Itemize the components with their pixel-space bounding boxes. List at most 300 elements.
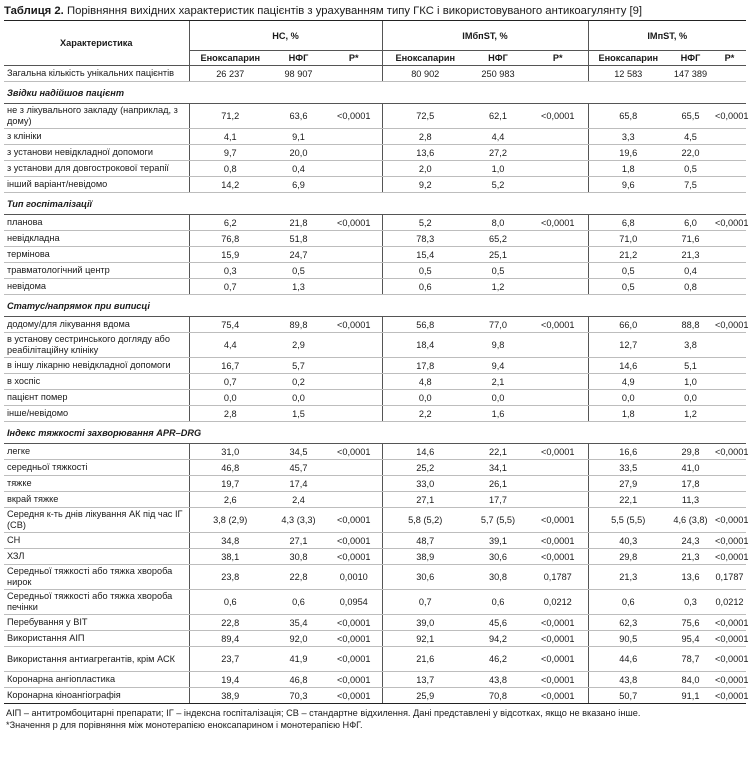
value-cell: 88,8 xyxy=(668,317,713,333)
row-label: Перебування у ВІТ xyxy=(4,615,189,631)
value-cell: 1,5 xyxy=(271,406,326,422)
value-cell: 5,1 xyxy=(668,358,713,374)
value-cell: 75,6 xyxy=(668,615,713,631)
value-cell: 30,8 xyxy=(468,565,528,590)
value-cell: 25,2 xyxy=(382,460,468,476)
p-value-cell xyxy=(528,492,588,508)
row-label: невідома xyxy=(4,279,189,295)
value-cell: 95,4 xyxy=(668,631,713,647)
p-value-cell: <0,0001 xyxy=(326,631,382,647)
value-cell: 39,0 xyxy=(382,615,468,631)
row-label: Коронарна кіноангіографія xyxy=(4,688,189,704)
p-value-cell xyxy=(713,476,746,492)
value-cell: 22,0 xyxy=(668,145,713,161)
value-cell: 72,5 xyxy=(382,104,468,129)
value-cell: 0,5 xyxy=(588,263,668,279)
value-cell: 0,0 xyxy=(189,390,271,406)
value-cell: 45,7 xyxy=(271,460,326,476)
p-value-cell xyxy=(713,231,746,247)
p-value-cell xyxy=(326,460,382,476)
value-cell: 40,3 xyxy=(588,533,668,549)
value-cell: 46,8 xyxy=(271,672,326,688)
table-row xyxy=(4,215,746,231)
p-value-cell: <0,0001 xyxy=(713,615,746,631)
value-cell: 27,2 xyxy=(468,145,528,161)
p-value-cell: <0,0001 xyxy=(713,647,746,672)
value-cell: 1,2 xyxy=(468,279,528,295)
table-row xyxy=(4,358,746,374)
value-cell: 21,2 xyxy=(588,247,668,263)
p-value-cell xyxy=(528,390,588,406)
value-cell: 9,2 xyxy=(382,177,468,193)
value-cell: 17,4 xyxy=(271,476,326,492)
p-value-cell: <0,0001 xyxy=(528,508,588,533)
p-value-cell xyxy=(713,145,746,161)
row-label: ХЗЛ xyxy=(4,549,189,565)
section-title: Статус/напрямок при виписці xyxy=(4,295,746,317)
value-cell: 2,9 xyxy=(271,333,326,358)
value-cell: 2,8 xyxy=(382,129,468,145)
header-sub-ufh: НФГ xyxy=(271,51,326,66)
row-label: в іншу лікарню невідкладної допомоги xyxy=(4,358,189,374)
p-value-cell xyxy=(326,279,382,295)
p-value-cell xyxy=(326,358,382,374)
table-footnotes xyxy=(4,707,746,731)
row-label: інший варіант/невідомо xyxy=(4,177,189,193)
p-value-cell: <0,0001 xyxy=(528,647,588,672)
value-cell: 70,8 xyxy=(468,688,528,704)
p-value-cell xyxy=(713,177,746,193)
table-row xyxy=(4,231,746,247)
value-cell: 0,8 xyxy=(668,279,713,295)
table-row xyxy=(4,145,746,161)
value-cell: 12 583 xyxy=(588,66,668,82)
p-value-cell: <0,0001 xyxy=(528,215,588,231)
p-value-cell: <0,0001 xyxy=(528,615,588,631)
table-row xyxy=(4,374,746,390)
value-cell: 22,8 xyxy=(271,565,326,590)
p-value-cell: 0,0010 xyxy=(326,565,382,590)
value-cell: 2,8 xyxy=(189,406,271,422)
table-row xyxy=(4,444,746,460)
table-row xyxy=(4,631,746,647)
value-cell: 1,3 xyxy=(271,279,326,295)
header-sub-enoxaparin: Еноксапарин xyxy=(588,51,668,66)
p-value-cell: 0,0954 xyxy=(326,590,382,615)
value-cell: 89,8 xyxy=(271,317,326,333)
value-cell: 26,1 xyxy=(468,476,528,492)
row-label: з установи для довгострокової терапії xyxy=(4,161,189,177)
value-cell: 26 237 xyxy=(189,66,271,82)
value-cell: 9,7 xyxy=(189,145,271,161)
value-cell: 1,2 xyxy=(668,406,713,422)
p-value-cell: <0,0001 xyxy=(713,672,746,688)
p-value-cell xyxy=(326,476,382,492)
table-row xyxy=(4,460,746,476)
p-value-cell: <0,0001 xyxy=(326,688,382,704)
p-value-cell: <0,0001 xyxy=(713,215,746,231)
p-value-cell: <0,0001 xyxy=(326,615,382,631)
value-cell: 7,5 xyxy=(668,177,713,193)
value-cell: 6,8 xyxy=(588,215,668,231)
value-cell: 19,7 xyxy=(189,476,271,492)
value-cell: 43,8 xyxy=(468,672,528,688)
table-row xyxy=(4,688,746,704)
row-label: середньої тяжкості xyxy=(4,460,189,476)
p-value-cell xyxy=(326,333,382,358)
value-cell: 31,0 xyxy=(189,444,271,460)
value-cell: 25,9 xyxy=(382,688,468,704)
value-cell: 6,0 xyxy=(668,215,713,231)
table-row xyxy=(4,549,746,565)
p-value-cell xyxy=(326,406,382,422)
p-value-cell xyxy=(326,247,382,263)
value-cell: 34,8 xyxy=(189,533,271,549)
value-cell: 41,9 xyxy=(271,647,326,672)
section-header-row xyxy=(4,295,746,317)
p-value-cell xyxy=(326,129,382,145)
value-cell: 66,0 xyxy=(588,317,668,333)
p-value-cell: <0,0001 xyxy=(713,104,746,129)
p-value-cell xyxy=(326,263,382,279)
table-row xyxy=(4,263,746,279)
p-value-cell xyxy=(713,492,746,508)
p-value-cell xyxy=(713,358,746,374)
value-cell: 65,8 xyxy=(588,104,668,129)
value-cell: 9,1 xyxy=(271,129,326,145)
value-cell: 48,7 xyxy=(382,533,468,549)
p-value-cell xyxy=(528,231,588,247)
p-value-cell xyxy=(713,247,746,263)
p-value-cell: 0,0212 xyxy=(528,590,588,615)
header-sub-p: Р* xyxy=(528,51,588,66)
value-cell: 18,4 xyxy=(382,333,468,358)
value-cell: 51,8 xyxy=(271,231,326,247)
header-sub-enoxaparin: Еноксапарин xyxy=(382,51,468,66)
value-cell: 4,4 xyxy=(189,333,271,358)
value-cell: 9,6 xyxy=(588,177,668,193)
value-cell: 94,2 xyxy=(468,631,528,647)
p-value-cell xyxy=(713,460,746,476)
header-group-nstemi: ІМбпST, % xyxy=(382,21,588,51)
value-cell: 71,2 xyxy=(189,104,271,129)
value-cell: 5,8 (5,2) xyxy=(382,508,468,533)
p-value-cell: <0,0001 xyxy=(326,672,382,688)
value-cell: 15,9 xyxy=(189,247,271,263)
value-cell: 65,2 xyxy=(468,231,528,247)
p-value-cell xyxy=(326,145,382,161)
value-cell: 30,6 xyxy=(468,549,528,565)
value-cell: 21,8 xyxy=(271,215,326,231)
table-row xyxy=(4,279,746,295)
value-cell: 6,2 xyxy=(189,215,271,231)
value-cell: 0,0 xyxy=(668,390,713,406)
p-value-cell: <0,0001 xyxy=(528,317,588,333)
p-value-cell: <0,0001 xyxy=(326,508,382,533)
table-row xyxy=(4,672,746,688)
p-value-cell xyxy=(713,333,746,358)
value-cell: 50,7 xyxy=(588,688,668,704)
value-cell: 24,7 xyxy=(271,247,326,263)
value-cell: 14,2 xyxy=(189,177,271,193)
p-value-cell xyxy=(528,66,588,82)
p-value-cell: <0,0001 xyxy=(528,104,588,129)
value-cell: 0,5 xyxy=(468,263,528,279)
p-value-cell: <0,0001 xyxy=(326,104,382,129)
section-title: Індекс тяжкості захворювання APR–DRG xyxy=(4,422,746,444)
p-value-cell xyxy=(528,333,588,358)
p-value-cell xyxy=(713,161,746,177)
value-cell: 0,0 xyxy=(588,390,668,406)
value-cell: 17,8 xyxy=(668,476,713,492)
value-cell: 39,1 xyxy=(468,533,528,549)
p-value-cell: <0,0001 xyxy=(713,549,746,565)
row-label: в установу сестринського догляду або реабілітаційну клініку xyxy=(4,333,189,358)
value-cell: 5,2 xyxy=(468,177,528,193)
value-cell: 30,6 xyxy=(382,565,468,590)
p-value-cell xyxy=(713,66,746,82)
p-value-cell: <0,0001 xyxy=(326,549,382,565)
p-value-cell xyxy=(713,374,746,390)
value-cell: 17,8 xyxy=(382,358,468,374)
p-value-cell xyxy=(713,406,746,422)
p-value-cell: <0,0001 xyxy=(528,672,588,688)
p-value-cell xyxy=(528,406,588,422)
value-cell: 62,3 xyxy=(588,615,668,631)
row-label: Загальна кількість унікальних пацієнтів xyxy=(4,66,189,82)
value-cell: 16,6 xyxy=(588,444,668,460)
p-value-cell: <0,0001 xyxy=(528,631,588,647)
value-cell: 56,8 xyxy=(382,317,468,333)
section-title: Тип госпіталізації xyxy=(4,193,746,215)
value-cell: 5,2 xyxy=(382,215,468,231)
table-row xyxy=(4,317,746,333)
value-cell: 3,3 xyxy=(588,129,668,145)
row-label: вкрай тяжке xyxy=(4,492,189,508)
table-title-text: Порівняння вихідних характеристик пацієнтів з урахуванням типу ГКС і використовуваного антикоагулянту [9] xyxy=(66,5,643,17)
p-value-cell xyxy=(713,129,746,145)
value-cell: 0,7 xyxy=(382,590,468,615)
value-cell: 29,8 xyxy=(588,549,668,565)
p-value-cell xyxy=(326,161,382,177)
value-cell: 46,8 xyxy=(189,460,271,476)
value-cell: 71,6 xyxy=(668,231,713,247)
value-cell: 91,1 xyxy=(668,688,713,704)
value-cell: 27,1 xyxy=(382,492,468,508)
p-value-cell: <0,0001 xyxy=(713,533,746,549)
row-label: додому/для лікування вдома xyxy=(4,317,189,333)
value-cell: 250 983 xyxy=(468,66,528,82)
value-cell: 77,0 xyxy=(468,317,528,333)
header-characteristic: Характеристика xyxy=(4,21,189,66)
header-group-ns: НС, % xyxy=(189,21,382,51)
value-cell: 89,4 xyxy=(189,631,271,647)
value-cell: 23,7 xyxy=(189,647,271,672)
comparison-table xyxy=(4,20,749,704)
value-cell: 4,3 (3,3) xyxy=(271,508,326,533)
value-cell: 46,2 xyxy=(468,647,528,672)
row-label: в хоспіс xyxy=(4,374,189,390)
section-header-row xyxy=(4,422,746,444)
section-header-row xyxy=(4,82,746,104)
value-cell: 0,6 xyxy=(588,590,668,615)
header-group-stemi: ІМпST, % xyxy=(588,21,746,51)
value-cell: 78,7 xyxy=(668,647,713,672)
value-cell: 0,3 xyxy=(668,590,713,615)
section-header-row xyxy=(4,193,746,215)
p-value-cell: <0,0001 xyxy=(326,533,382,549)
value-cell: 41,0 xyxy=(668,460,713,476)
value-cell: 33,5 xyxy=(588,460,668,476)
row-label: з клініки xyxy=(4,129,189,145)
value-cell: 15,4 xyxy=(382,247,468,263)
value-cell: 20,0 xyxy=(271,145,326,161)
value-cell: 0,0 xyxy=(271,390,326,406)
table-container xyxy=(4,0,749,731)
p-value-cell: <0,0001 xyxy=(528,688,588,704)
value-cell: 2,4 xyxy=(271,492,326,508)
value-cell: 0,5 xyxy=(382,263,468,279)
value-cell: 11,3 xyxy=(668,492,713,508)
value-cell: 4,5 xyxy=(668,129,713,145)
value-cell: 34,1 xyxy=(468,460,528,476)
p-value-cell: 0,1787 xyxy=(528,565,588,590)
value-cell: 2,0 xyxy=(382,161,468,177)
value-cell: 0,0 xyxy=(468,390,528,406)
value-cell: 63,6 xyxy=(271,104,326,129)
row-label: Середньої тяжкості або тяжка хвороба печінки xyxy=(4,590,189,615)
value-cell: 71,0 xyxy=(588,231,668,247)
value-cell: 9,4 xyxy=(468,358,528,374)
value-cell: 17,7 xyxy=(468,492,528,508)
section-title: Звідки надійшов пацієнт xyxy=(4,82,746,104)
value-cell: 84,0 xyxy=(668,672,713,688)
table-row xyxy=(4,492,746,508)
row-label: Використання АІП xyxy=(4,631,189,647)
p-value-cell xyxy=(528,161,588,177)
table-row xyxy=(4,647,746,672)
footnote-abbreviations: АІП – антитромбоцитарні препарати; ІГ – індексна госпіталізація; СВ – стандартне відхилення. Дані представлені у відсотках, якщо не вказано інше. xyxy=(6,708,641,718)
row-label: Середня к-ть днів лікування АК під час ІГ (СВ) xyxy=(4,508,189,533)
p-value-cell: <0,0001 xyxy=(326,317,382,333)
value-cell: 5,7 (5,5) xyxy=(468,508,528,533)
row-label: інше/невідомо xyxy=(4,406,189,422)
value-cell: 80 902 xyxy=(382,66,468,82)
p-value-cell xyxy=(528,145,588,161)
p-value-cell: <0,0001 xyxy=(326,444,382,460)
header-sub-p: Р* xyxy=(713,51,746,66)
value-cell: 1,8 xyxy=(588,406,668,422)
value-cell: 1,6 xyxy=(468,406,528,422)
value-cell: 2,2 xyxy=(382,406,468,422)
table-row xyxy=(4,533,746,549)
value-cell: 92,0 xyxy=(271,631,326,647)
value-cell: 0,7 xyxy=(189,374,271,390)
p-value-cell xyxy=(326,231,382,247)
row-label: легке xyxy=(4,444,189,460)
value-cell: 0,6 xyxy=(382,279,468,295)
value-cell: 13,7 xyxy=(382,672,468,688)
p-value-cell: <0,0001 xyxy=(713,508,746,533)
p-value-cell xyxy=(528,358,588,374)
row-label: СН xyxy=(4,533,189,549)
p-value-cell: <0,0001 xyxy=(713,317,746,333)
value-cell: 8,0 xyxy=(468,215,528,231)
p-value-cell xyxy=(528,476,588,492)
p-value-cell xyxy=(326,66,382,82)
table-row xyxy=(4,161,746,177)
p-value-cell xyxy=(528,129,588,145)
value-cell: 19,6 xyxy=(588,145,668,161)
table-row xyxy=(4,104,746,129)
header-sub-ufh: НФГ xyxy=(468,51,528,66)
value-cell: 34,5 xyxy=(271,444,326,460)
value-cell: 4,9 xyxy=(588,374,668,390)
value-cell: 90,5 xyxy=(588,631,668,647)
row-label: Використання антиагрегантів, крім АСК xyxy=(4,647,189,672)
table-row xyxy=(4,508,746,533)
table-row xyxy=(4,129,746,145)
value-cell: 5,7 xyxy=(271,358,326,374)
value-cell: 0,7 xyxy=(189,279,271,295)
p-value-cell xyxy=(326,374,382,390)
value-cell: 23,8 xyxy=(189,565,271,590)
row-label: Коронарна ангіопластика xyxy=(4,672,189,688)
value-cell: 4,8 xyxy=(382,374,468,390)
value-cell: 1,0 xyxy=(668,374,713,390)
p-value-cell xyxy=(528,460,588,476)
header-sub-ufh: НФГ xyxy=(668,51,713,66)
value-cell: 92,1 xyxy=(382,631,468,647)
value-cell: 24,3 xyxy=(668,533,713,549)
value-cell: 21,6 xyxy=(382,647,468,672)
value-cell: 4,4 xyxy=(468,129,528,145)
value-cell: 13,6 xyxy=(668,565,713,590)
value-cell: 0,5 xyxy=(588,279,668,295)
table-row xyxy=(4,333,746,358)
value-cell: 0,4 xyxy=(271,161,326,177)
value-cell: 4,6 (3,8) xyxy=(668,508,713,533)
value-cell: 75,4 xyxy=(189,317,271,333)
value-cell: 98 907 xyxy=(271,66,326,82)
p-value-cell xyxy=(528,279,588,295)
value-cell: 147 389 xyxy=(668,66,713,82)
value-cell: 0,5 xyxy=(271,263,326,279)
value-cell: 13,6 xyxy=(382,145,468,161)
value-cell: 25,1 xyxy=(468,247,528,263)
value-cell: 14,6 xyxy=(588,358,668,374)
value-cell: 0,4 xyxy=(668,263,713,279)
table-row xyxy=(4,66,746,82)
value-cell: 78,3 xyxy=(382,231,468,247)
value-cell: 16,7 xyxy=(189,358,271,374)
value-cell: 22,1 xyxy=(468,444,528,460)
p-value-cell: <0,0001 xyxy=(528,549,588,565)
table-row xyxy=(4,390,746,406)
header-sub-p: Р* xyxy=(326,51,382,66)
p-value-cell: <0,0001 xyxy=(713,688,746,704)
p-value-cell xyxy=(528,177,588,193)
value-cell: 4,1 xyxy=(189,129,271,145)
p-value-cell xyxy=(326,177,382,193)
table-title-prefix: Таблиця 2. xyxy=(4,5,64,17)
row-label: травматологічний центр xyxy=(4,263,189,279)
value-cell: 30,8 xyxy=(271,549,326,565)
value-cell: 65,5 xyxy=(668,104,713,129)
value-cell: 38,9 xyxy=(189,688,271,704)
p-value-cell: <0,0001 xyxy=(528,444,588,460)
footnote-p-value: *Значення р для порівняння між монотерапією еноксапарином і монотерапією НФГ. xyxy=(6,720,363,730)
